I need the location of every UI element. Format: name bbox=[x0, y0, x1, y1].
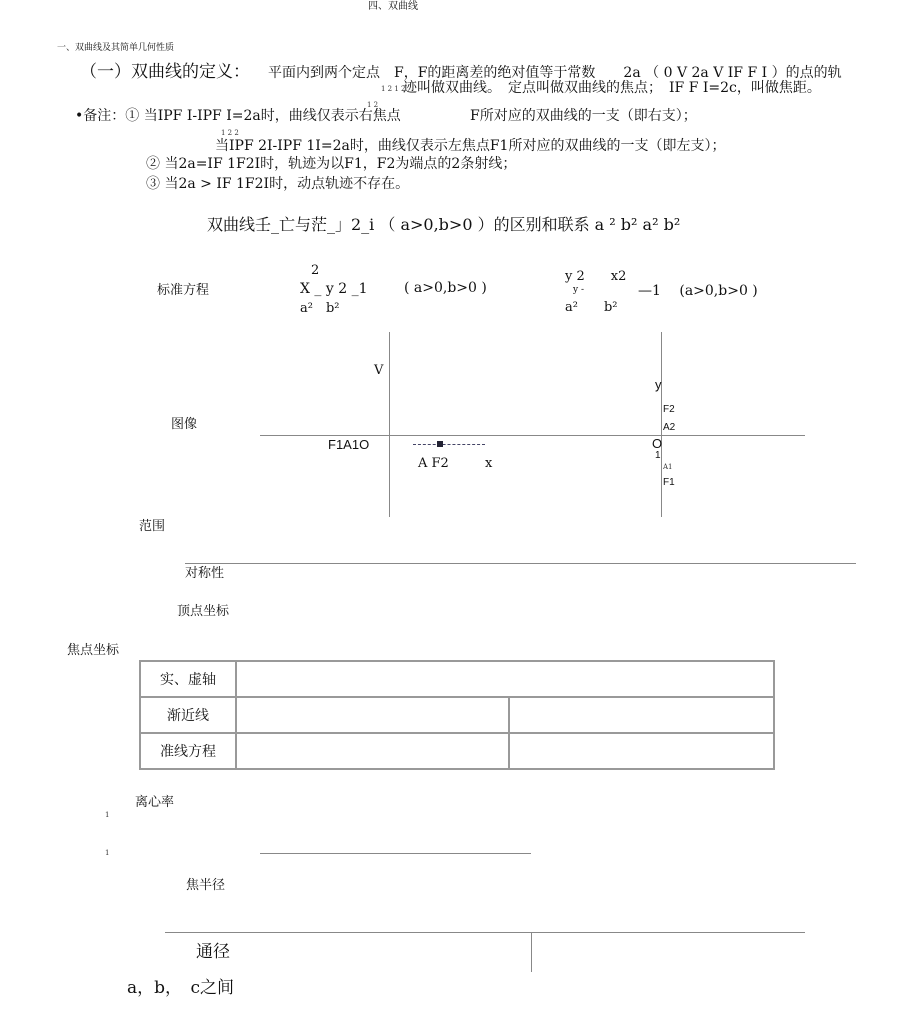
right-a2: A2 bbox=[663, 422, 676, 433]
latus-rectum-label: 通径 bbox=[196, 942, 230, 962]
divider-vertical bbox=[531, 932, 532, 972]
dashed-segment bbox=[413, 444, 485, 445]
margin-mark: 1 bbox=[105, 811, 110, 819]
note-2-subscripts: 1 2 2 bbox=[221, 129, 239, 137]
std-eq-label: 标准方程 bbox=[157, 283, 210, 298]
eq2-denominators: a² b² bbox=[565, 300, 618, 315]
vertex-label: 顶点坐标 bbox=[177, 604, 230, 619]
right-o: O bbox=[652, 436, 663, 451]
right-one: 1 bbox=[655, 450, 661, 461]
section-title: 一、双曲线及其简单几何性质 bbox=[57, 43, 175, 53]
divider bbox=[260, 853, 531, 854]
abc-relation-label: a，b， c之间 bbox=[127, 978, 235, 998]
table-row bbox=[140, 661, 774, 697]
focus-label: 焦点坐标 bbox=[67, 643, 120, 658]
asymptote-label: 渐近线 bbox=[140, 697, 236, 733]
left-af2: A F2 bbox=[418, 456, 449, 471]
note-1-subscripts: 1 2 bbox=[367, 101, 379, 109]
point-marker bbox=[437, 441, 443, 447]
definition-line2: 迹叫做双曲线。 定点叫做双曲线的焦点； IF F I=2c，叫做焦距。 bbox=[403, 80, 821, 96]
left-y-axis bbox=[389, 332, 390, 517]
right-f1: F1 bbox=[663, 477, 675, 488]
table-row bbox=[140, 733, 774, 769]
eq2-main: —1 (a>0,b>0 ) bbox=[638, 283, 758, 299]
left-f1a1o: F1A1O bbox=[328, 437, 370, 452]
note-1b: F所对应的双曲线的一支（即右支）； bbox=[470, 108, 697, 124]
right-y-axis bbox=[661, 332, 662, 517]
divider bbox=[165, 932, 805, 933]
left-x: x bbox=[485, 456, 493, 471]
left-axis-v: V bbox=[374, 363, 384, 378]
right-a1: A1 bbox=[663, 463, 673, 471]
eq1-sup: 2 bbox=[311, 263, 320, 278]
symmetry-label: 对称性 bbox=[185, 566, 225, 581]
definition-line1: 平面内到两个定点 F，F的距离差的绝对值等于常数 2a （ 0 V 2a V IF F I ）的点的轨 bbox=[268, 65, 842, 81]
note-3: ② 当2a=IF 1F2I时，轨迹为以F1，F2为端点的2条射线； bbox=[146, 156, 517, 172]
eq1-main: X _ y 2 _1 bbox=[300, 281, 368, 297]
right-y: y bbox=[655, 377, 662, 392]
graph-label: 图像 bbox=[171, 417, 198, 432]
range-label: 范围 bbox=[139, 519, 166, 534]
axes-label: 实、虚轴 bbox=[140, 661, 236, 697]
page-header: 四、双曲线 bbox=[368, 1, 418, 12]
definition-label: （一）双曲线的定义： bbox=[80, 62, 250, 82]
note-1a: •备注：① 当IPF I-IPF I=2a时，曲线仅表示右焦点 bbox=[75, 108, 401, 124]
eq2-mid: y - bbox=[573, 285, 584, 295]
directrix-label: 准线方程 bbox=[140, 733, 236, 769]
note-4: ③ 当2a > IF 1F2I时，动点轨迹不存在。 bbox=[146, 176, 410, 192]
x-axis bbox=[260, 435, 805, 436]
eq1-condition: ( a>0,b>0 ) bbox=[404, 280, 487, 296]
margin-mark: 1 bbox=[105, 849, 110, 857]
note-2: 当IPF 2I-IPF 1I=2a时，曲线仅表示左焦点F1所对应的双曲线的一支（即左支）； bbox=[215, 138, 726, 154]
eq1-denominators: a² b² bbox=[300, 301, 340, 316]
compare-title: 双曲线壬_亡与茫_」2_i （ a>0,b>0 ）的区别和联系 a ² b² a² b² bbox=[207, 215, 681, 234]
definition-subscripts: 1 2 1 2 bbox=[381, 85, 406, 93]
right-f2: F2 bbox=[663, 404, 675, 415]
properties-table bbox=[139, 660, 775, 770]
focal-radius-label: 焦半径 bbox=[186, 878, 226, 893]
table-row bbox=[140, 697, 774, 733]
eq2-top: y 2 x2 bbox=[565, 269, 627, 284]
divider bbox=[185, 563, 856, 564]
eccentricity-label: 离心率 bbox=[135, 795, 175, 810]
